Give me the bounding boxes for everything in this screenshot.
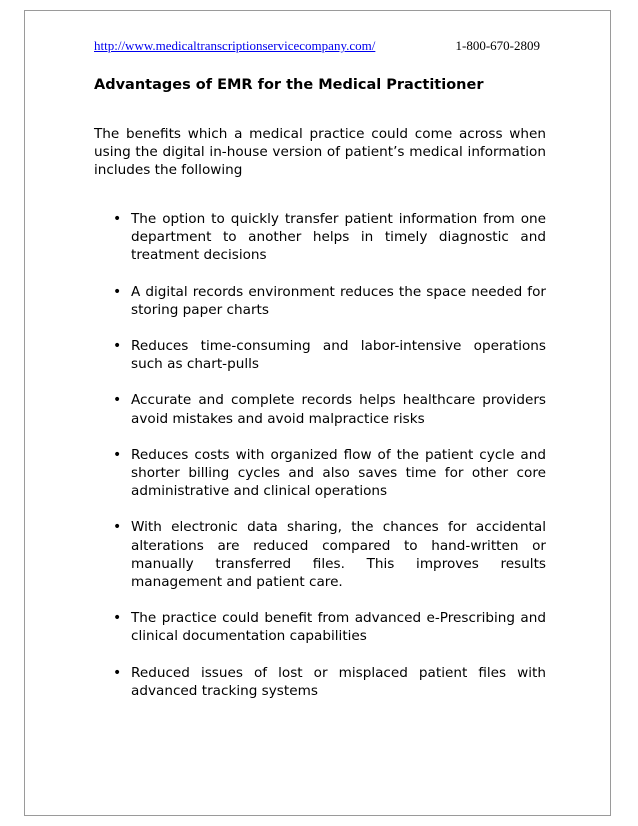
list-item — [94, 446, 546, 501]
list-item — [94, 391, 546, 427]
bullet-icon: • — [113, 610, 122, 627]
website-link[interactable]: http://www.medicaltranscriptionservicecompany.com/ — [94, 38, 376, 53]
benefits-list — [94, 210, 546, 718]
bullet-icon: • — [113, 664, 122, 681]
list-item — [94, 283, 546, 319]
list-item — [94, 518, 546, 591]
list-item — [94, 337, 546, 373]
document-title: Advantages of EMR for the Medical Practitioner — [94, 77, 484, 93]
list-item — [94, 210, 546, 265]
bullet-icon: • — [113, 446, 122, 463]
list-item — [94, 609, 546, 645]
list-item-text: Reduces costs with organized flow of the patient cycle and shorter billing cycles and also saves time for other core administrative and clinical operations — [131, 446, 546, 500]
page-header — [94, 38, 546, 56]
list-item-text: With electronic data sharing, the chances for accidental alterations are reduced compared to hand-written or manually transferred files. This improves results management and patient care. — [131, 519, 546, 591]
list-item — [94, 664, 546, 700]
intro-paragraph: The benefits which a medical practice could come across when using the digital in-house version of patient’s medical information includes the following — [94, 126, 546, 179]
list-item-text: A digital records environment reduces the space needed for storing paper charts — [131, 283, 546, 318]
list-item-text: Reduced issues of lost or misplaced patient files with advanced tracking systems — [131, 664, 546, 699]
list-item-text: Accurate and complete records helps healthcare providers avoid mistakes and avoid malpractice risks — [131, 392, 546, 427]
bullet-icon: • — [113, 338, 122, 355]
list-item-text: The option to quickly transfer patient information from one department to another helps in timely diagnostic and treatment decisions — [131, 211, 546, 264]
bullet-icon: • — [113, 283, 122, 300]
bullet-icon: • — [113, 211, 122, 227]
phone-number: 1-800-670-2809 — [455, 38, 540, 53]
bullet-icon: • — [113, 519, 122, 536]
bullet-icon: • — [113, 392, 122, 409]
list-item-text: Reduces time-consuming and labor-intensive operations such as chart-pulls — [131, 338, 546, 373]
list-item-text: The practice could benefit from advanced e-Prescribing and clinical documentation capabilities — [131, 610, 546, 645]
